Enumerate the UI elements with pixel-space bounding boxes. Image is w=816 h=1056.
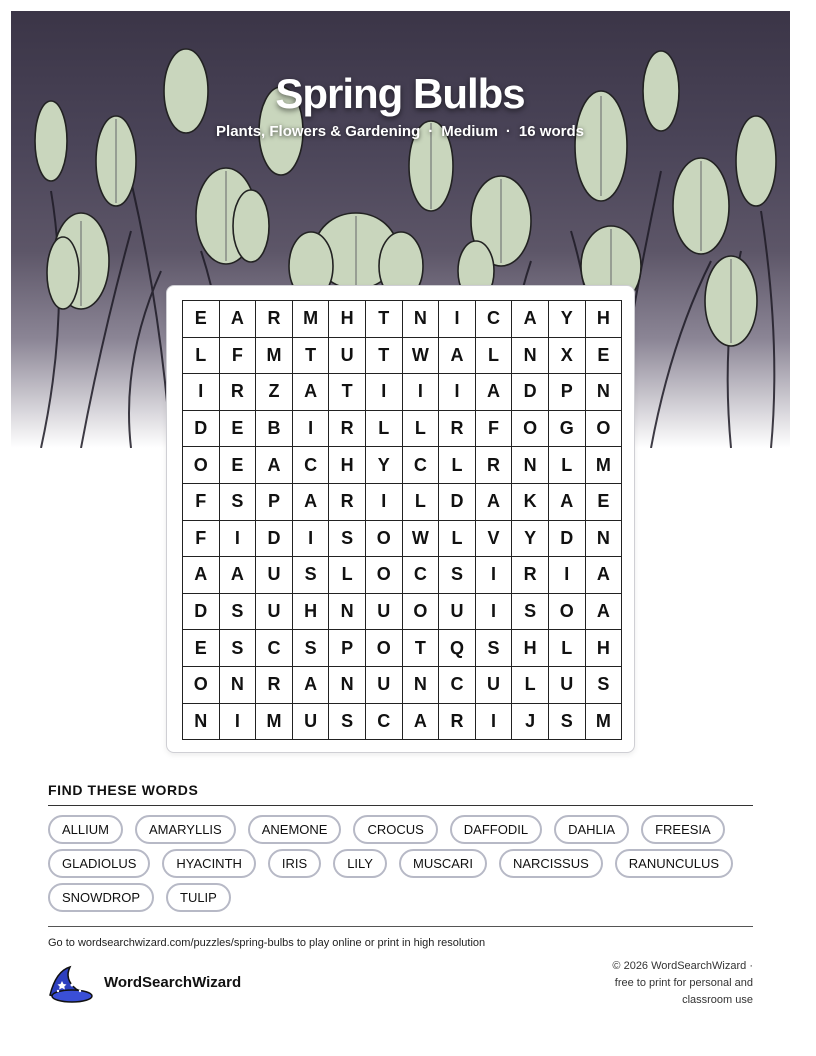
grid-cell[interactable]: A [256, 447, 293, 484]
grid-cell[interactable]: S [220, 484, 257, 521]
grid-cell[interactable]: R [476, 447, 513, 484]
category-label: Plants, Flowers & Gardening [216, 123, 421, 140]
word-chip: TULIP [166, 883, 231, 912]
grid-cell[interactable]: T [403, 630, 440, 667]
grid-cell[interactable]: M [586, 447, 623, 484]
grid-cell[interactable]: O [183, 667, 220, 704]
grid-cell[interactable]: U [293, 704, 330, 741]
grid-cell[interactable]: R [256, 667, 293, 704]
grid-cell[interactable]: P [549, 374, 586, 411]
grid-cell[interactable]: E [183, 630, 220, 667]
puzzle-subtitle [0, 123, 800, 140]
grid-cell[interactable]: F [476, 411, 513, 448]
grid-cell[interactable]: U [256, 557, 293, 594]
grid-cell[interactable]: C [403, 557, 440, 594]
grid-cell[interactable]: R [329, 484, 366, 521]
divider [48, 805, 753, 806]
grid-cell[interactable]: A [512, 301, 549, 338]
grid-cell[interactable]: O [586, 411, 623, 448]
word-chip: GLADIOLUS [48, 849, 150, 878]
grid-cell[interactable]: Y [366, 447, 403, 484]
grid-cell[interactable]: H [329, 301, 366, 338]
copyright-line: © 2026 WordSearchWizard · [612, 960, 753, 972]
grid-cell[interactable]: A [220, 557, 257, 594]
grid-cell[interactable]: S [512, 594, 549, 631]
grid-cell[interactable]: O [512, 411, 549, 448]
grid-cell[interactable]: U [256, 594, 293, 631]
grid-cell[interactable]: U [366, 594, 403, 631]
grid-cell[interactable]: M [256, 338, 293, 375]
word-chip: DAHLIA [554, 815, 629, 844]
word-chip: HYACINTH [162, 849, 255, 878]
grid-cell[interactable]: I [220, 521, 257, 558]
grid-cell[interactable]: H [586, 301, 623, 338]
word-count-label: 16 words [518, 123, 584, 140]
grid-cell[interactable]: S [549, 704, 586, 741]
word-chip: LILY [333, 849, 387, 878]
grid-cell[interactable]: L [403, 484, 440, 521]
grid-cell[interactable]: A [183, 557, 220, 594]
grid-cell[interactable]: E [183, 301, 220, 338]
grid-cell[interactable]: U [439, 594, 476, 631]
grid-cell[interactable]: R [439, 411, 476, 448]
grid-cell[interactable]: N [403, 301, 440, 338]
page-title: Spring Bulbs [275, 70, 525, 117]
grid-cell[interactable]: T [366, 338, 403, 375]
grid-cell[interactable]: S [586, 667, 623, 704]
grid-cell[interactable]: H [293, 594, 330, 631]
grid-cell[interactable]: U [549, 667, 586, 704]
word-chip: CROCUS [353, 815, 437, 844]
grid-cell[interactable]: I [439, 374, 476, 411]
grid-cell[interactable]: O [183, 447, 220, 484]
grid-cell[interactable]: N [183, 704, 220, 741]
grid-cell[interactable]: L [476, 338, 513, 375]
grid-cell[interactable]: L [183, 338, 220, 375]
grid-cell[interactable]: M [586, 704, 623, 741]
grid-cell[interactable]: W [403, 338, 440, 375]
word-chip: RANUNCULUS [615, 849, 733, 878]
grid-cell[interactable]: K [512, 484, 549, 521]
grid-cell[interactable]: F [183, 521, 220, 558]
divider [48, 926, 753, 927]
grid-cell[interactable]: U [329, 338, 366, 375]
grid-cell[interactable]: H [329, 447, 366, 484]
word-chip: NARCISSUS [499, 849, 603, 878]
word-chip: MUSCARI [399, 849, 487, 878]
grid-cell[interactable]: V [476, 521, 513, 558]
footer-link-text[interactable]: Go to wordsearchwizard.com/puzzles/spring-bulbs to play online or print in high resolution [48, 937, 486, 949]
word-list [48, 815, 753, 912]
grid-cell[interactable]: I [293, 411, 330, 448]
grid-cell[interactable]: D [512, 374, 549, 411]
grid-cell[interactable]: H [586, 630, 623, 667]
grid-cell[interactable]: Q [439, 630, 476, 667]
grid-cell[interactable]: L [366, 411, 403, 448]
grid-cell[interactable]: L [549, 447, 586, 484]
grid-cell[interactable]: I [549, 557, 586, 594]
grid-cell[interactable]: I [476, 557, 513, 594]
grid-cell[interactable]: D [549, 521, 586, 558]
copyright-line: classroom use [682, 994, 753, 1006]
difficulty-label: Medium [441, 123, 498, 140]
grid-cell[interactable]: C [403, 447, 440, 484]
grid-cell[interactable]: I [220, 704, 257, 741]
grid-cell[interactable]: A [476, 374, 513, 411]
grid-cell[interactable]: I [403, 374, 440, 411]
grid-cell[interactable]: S [293, 557, 330, 594]
word-list-heading: FIND THESE WORDS [48, 782, 199, 798]
grid-cell[interactable]: Y [549, 301, 586, 338]
grid-cell[interactable]: R [220, 374, 257, 411]
grid-cell[interactable]: E [220, 411, 257, 448]
grid-cell[interactable]: D [183, 594, 220, 631]
grid-cell[interactable]: R [439, 704, 476, 741]
grid-cell[interactable]: N [403, 667, 440, 704]
separator: · [428, 123, 434, 140]
word-chip: DAFFODIL [450, 815, 542, 844]
grid-cell[interactable]: P [256, 484, 293, 521]
grid-cell[interactable]: A [439, 338, 476, 375]
grid-cell[interactable]: O [366, 630, 403, 667]
grid-cell[interactable]: O [403, 594, 440, 631]
grid-cell[interactable]: A [586, 594, 623, 631]
word-chip: ALLIUM [48, 815, 123, 844]
grid-cell[interactable]: D [183, 411, 220, 448]
grid-cell[interactable]: D [439, 484, 476, 521]
grid-cell[interactable]: B [256, 411, 293, 448]
grid-cell[interactable]: E [586, 338, 623, 375]
grid-cell[interactable]: T [293, 338, 330, 375]
grid-cell[interactable]: D [256, 521, 293, 558]
brand-name: WordSearchWizard [104, 974, 242, 991]
grid-cell[interactable]: S [329, 521, 366, 558]
grid-cell[interactable]: I [366, 374, 403, 411]
grid-cell[interactable]: F [220, 338, 257, 375]
wizard-hat-icon [46, 963, 94, 1005]
grid-cell[interactable]: I [476, 704, 513, 741]
grid-cell[interactable]: L [329, 557, 366, 594]
letter-grid[interactable] [182, 300, 622, 740]
grid-cell[interactable]: A [293, 484, 330, 521]
grid-cell[interactable]: S [329, 704, 366, 741]
grid-cell[interactable]: I [439, 301, 476, 338]
puzzle-card [166, 285, 635, 753]
grid-cell[interactable]: F [183, 484, 220, 521]
copyright-notice [583, 958, 753, 1009]
grid-cell[interactable]: O [366, 557, 403, 594]
grid-cell[interactable]: M [256, 704, 293, 741]
grid-cell[interactable]: O [366, 521, 403, 558]
grid-cell[interactable]: G [549, 411, 586, 448]
grid-cell[interactable]: Z [256, 374, 293, 411]
grid-cell[interactable]: N [512, 447, 549, 484]
grid-cell[interactable]: S [220, 630, 257, 667]
grid-cell[interactable]: L [549, 630, 586, 667]
grid-cell[interactable]: O [549, 594, 586, 631]
grid-cell[interactable]: I [366, 484, 403, 521]
grid-cell[interactable]: C [366, 704, 403, 741]
grid-cell[interactable]: S [439, 557, 476, 594]
grid-cell[interactable]: R [329, 411, 366, 448]
word-chip: FREESIA [641, 815, 725, 844]
grid-cell[interactable]: C [439, 667, 476, 704]
grid-cell[interactable]: Y [512, 521, 549, 558]
word-chip: SNOWDROP [48, 883, 154, 912]
grid-cell[interactable]: A [293, 667, 330, 704]
grid-cell[interactable]: N [329, 594, 366, 631]
copyright-line: free to print for personal and [614, 977, 753, 989]
grid-cell[interactable]: N [329, 667, 366, 704]
grid-cell[interactable]: I [476, 594, 513, 631]
grid-cell[interactable]: A [293, 374, 330, 411]
grid-cell[interactable]: X [549, 338, 586, 375]
grid-cell[interactable]: P [329, 630, 366, 667]
grid-cell[interactable]: A [403, 704, 440, 741]
separator: · [505, 123, 511, 140]
grid-cell[interactable]: L [512, 667, 549, 704]
grid-cell[interactable]: E [220, 447, 257, 484]
grid-cell[interactable]: S [293, 630, 330, 667]
grid-cell[interactable]: M [293, 301, 330, 338]
grid-cell[interactable]: A [549, 484, 586, 521]
grid-cell[interactable]: N [220, 667, 257, 704]
grid-cell[interactable]: I [183, 374, 220, 411]
grid-cell[interactable]: H [512, 630, 549, 667]
grid-cell[interactable]: A [586, 557, 623, 594]
grid-cell[interactable]: S [476, 630, 513, 667]
word-chip: ANEMONE [248, 815, 342, 844]
word-chip: AMARYLLIS [135, 815, 236, 844]
grid-cell[interactable]: R [512, 557, 549, 594]
grid-cell[interactable]: R [256, 301, 293, 338]
grid-cell[interactable]: C [256, 630, 293, 667]
grid-cell[interactable]: S [220, 594, 257, 631]
grid-cell[interactable]: C [476, 301, 513, 338]
grid-cell[interactable]: L [439, 447, 476, 484]
grid-cell[interactable]: W [403, 521, 440, 558]
word-chip: IRIS [268, 849, 321, 878]
grid-cell[interactable]: E [586, 484, 623, 521]
grid-cell[interactable]: N [512, 338, 549, 375]
grid-cell[interactable]: L [439, 521, 476, 558]
grid-cell[interactable]: C [293, 447, 330, 484]
grid-cell[interactable]: N [586, 374, 623, 411]
grid-cell[interactable]: T [366, 301, 403, 338]
grid-cell[interactable]: I [293, 521, 330, 558]
grid-cell[interactable]: A [220, 301, 257, 338]
grid-cell[interactable]: T [329, 374, 366, 411]
grid-cell[interactable]: N [586, 521, 623, 558]
grid-cell[interactable]: J [512, 704, 549, 741]
grid-cell[interactable]: U [476, 667, 513, 704]
grid-cell[interactable]: L [403, 411, 440, 448]
grid-cell[interactable]: U [366, 667, 403, 704]
grid-cell[interactable]: A [476, 484, 513, 521]
